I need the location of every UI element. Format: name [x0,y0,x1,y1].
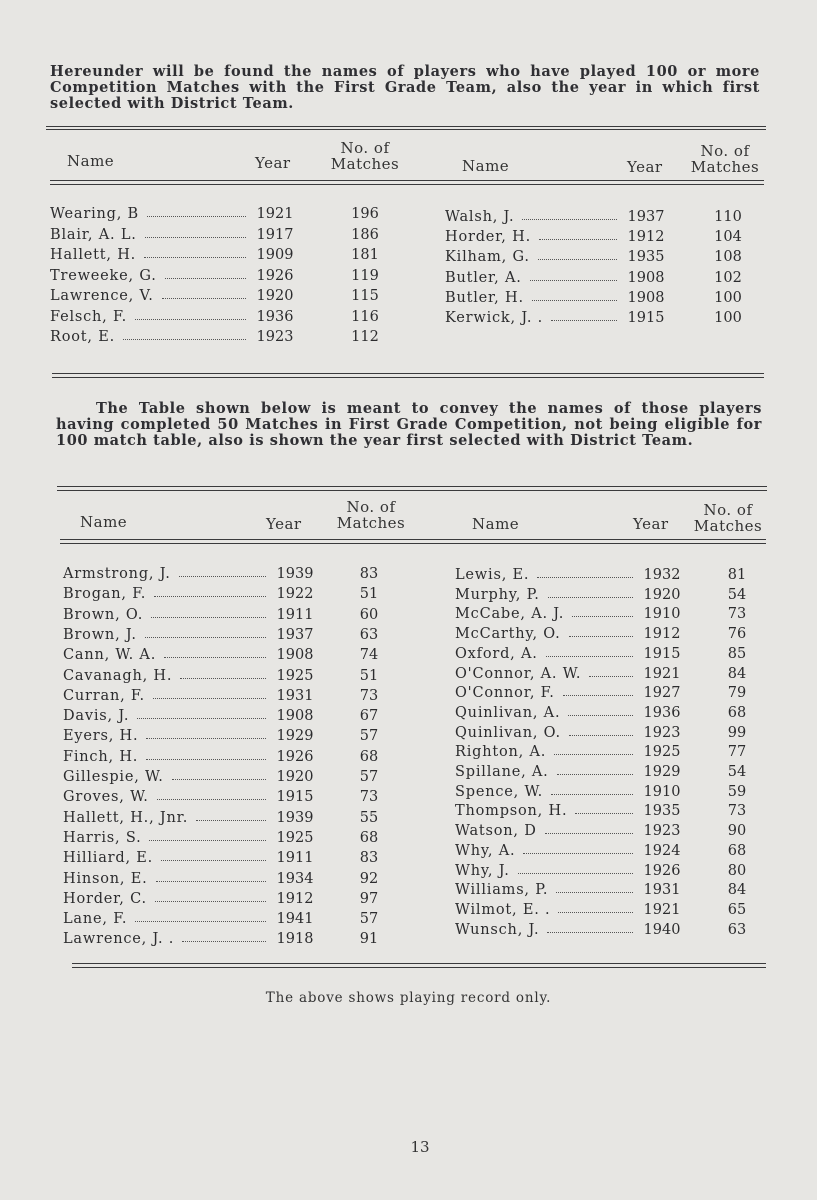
table-row [455,900,765,920]
table2-header-matches-right-2: Matches [693,517,763,535]
table-row [63,706,398,726]
match-count: 65 [727,901,747,918]
table2-header-name-right: Name [472,515,520,533]
table-row [445,247,765,267]
match-count: 116 [351,308,379,325]
player-name: Harris, S. [63,829,142,846]
table-row [50,266,390,286]
table-row [50,225,390,245]
table1-top-rule-2 [46,129,766,130]
leader-dots [569,735,633,736]
leader-dots [557,774,633,775]
year-first-selected: 1911 [276,606,314,623]
match-count: 84 [727,882,747,899]
player-name: Murphy, P. [455,586,540,603]
match-count: 90 [727,823,747,840]
year-first-selected: 1926 [256,267,294,284]
player-name: Curran, F. [63,687,145,704]
table2-top-rule [57,486,767,487]
table-row [455,703,765,723]
year-first-selected: 1923 [256,329,294,345]
leader-dots [523,853,633,854]
leader-dots [145,637,266,638]
match-count: 186 [351,226,379,243]
year-first-selected: 1931 [643,882,681,899]
match-count: 73 [727,606,747,623]
player-name: Lawrence, J. . [63,931,175,948]
table-row [63,869,398,889]
leader-dots [146,738,266,739]
year-first-selected: 1911 [276,850,314,867]
player-name: O'Connor, A. W. [455,665,582,682]
year-first-selected: 1925 [643,744,681,761]
leader-dots [518,873,633,874]
table1-header-year-right: Year [627,158,663,176]
year-first-selected: 1910 [643,783,681,800]
table-row [455,644,765,664]
leader-dots [135,319,246,320]
player-name: Brown, J. [63,626,137,643]
player-name: Butler, H. [445,289,524,306]
match-count: 85 [727,645,747,662]
table1-header-name-right: Name [462,157,510,175]
table1-header-matches-right-2: Matches [690,158,760,176]
year-first-selected: 1939 [276,566,314,582]
year-first-selected: 1923 [643,724,681,741]
table-row [50,286,390,306]
leader-dots [551,794,633,795]
leader-dots [589,676,633,677]
match-count: 92 [359,870,379,887]
year-first-selected: 1937 [627,209,665,225]
match-count: 63 [359,626,379,643]
intro-paragraph-2: The Table shown below is meant to convey the names of those players having completed 50 Matches in First Grade Competition, not being eligible for 100 match table, also is shown the year first selected with District Team. [56,400,762,449]
year-first-selected: 1935 [643,803,681,820]
table-row [63,686,398,706]
leader-dots [547,932,633,933]
table-row [63,889,398,909]
match-count: 59 [727,783,747,800]
player-name: Davis, J. [63,708,130,725]
leader-dots [146,759,266,760]
player-name: Why, A. [455,842,516,859]
player-name: Root, E. [50,329,116,345]
table-row [455,821,765,841]
leader-dots [548,597,633,598]
year-first-selected: 1915 [276,789,314,806]
table2-header-matches-right-1: No. of [703,501,753,519]
match-count: 181 [351,247,379,263]
leader-dots [532,300,617,301]
match-count: 68 [359,829,379,846]
table-row [63,787,398,807]
player-name: Hallett, H., Jnr. [63,809,189,826]
match-count: 79 [727,685,747,702]
intro-paragraph-1: Hereunder will be found the names of players who have played 100 or more Competition Matches with the First Grade Team, also the year in which first selected with District Team. [50,63,760,112]
year-first-selected: 1908 [627,289,665,306]
player-name: Spillane, A. [455,764,549,780]
table1-top-rule [46,126,766,127]
leader-dots [172,779,266,780]
table-row [63,645,398,665]
year-first-selected: 1940 [643,921,681,938]
table-row [63,767,398,787]
year-first-selected: 1912 [643,626,681,643]
year-first-selected: 1939 [276,809,314,826]
match-count: 83 [359,566,379,582]
match-count: 108 [714,249,742,266]
match-count: 119 [351,267,379,284]
table1-header-matches-left-2: Matches [330,155,400,173]
player-name: Cavanagh, H. [63,667,173,684]
leader-dots [537,577,633,578]
year-first-selected: 1926 [643,862,681,879]
leader-dots [164,657,266,658]
player-name: O'Connor, F. [455,685,555,702]
table-row [50,204,390,224]
leader-dots [530,280,617,281]
leader-dots [575,813,633,814]
year-first-selected: 1908 [276,647,314,664]
table2-bottom-rule [72,963,766,964]
match-count: 73 [359,687,379,704]
table-row [455,920,765,940]
table-row [455,841,765,861]
match-count: 97 [359,890,379,907]
leader-dots [539,239,617,240]
year-first-selected: 1921 [256,206,294,222]
table2-header-year-left: Year [266,515,302,533]
player-name: Armstrong, J. [63,566,171,582]
match-count: 74 [359,647,379,664]
match-count: 99 [727,724,747,741]
match-count: 55 [359,809,379,826]
year-first-selected: 1936 [256,308,294,325]
player-name: Wilmot, E. . [455,901,551,918]
page-number: 13 [410,1138,430,1156]
table-row [50,307,390,327]
match-count: 68 [727,704,747,721]
match-count: 110 [714,209,742,225]
leader-dots [147,216,246,217]
table-row [445,227,765,247]
table-row [445,288,765,308]
player-name: Wearing, B [50,206,140,222]
match-count: 77 [727,744,747,761]
year-first-selected: 1917 [256,226,294,243]
match-count: 196 [351,206,379,222]
player-name: McCarthy, O. [455,626,561,643]
table-row [445,268,765,288]
year-first-selected: 1921 [643,901,681,918]
player-name: Felsch, F. [50,308,128,325]
table-row [455,742,765,762]
leader-dots [161,860,266,861]
match-count: 67 [359,708,379,725]
table2-header-name-left: Name [80,513,128,531]
table-row [455,723,765,743]
footer-note: The above shows playing record only. [265,990,552,1006]
year-first-selected: 1908 [627,269,665,286]
leader-dots [522,219,617,220]
year-first-selected: 1908 [276,708,314,725]
player-name: Horder, H. [445,229,531,246]
leader-dots [145,237,246,238]
table1-header-rule-2 [50,184,764,185]
match-count: 102 [714,269,742,286]
year-first-selected: 1915 [627,310,665,326]
player-name: Lewis, E. [455,567,530,583]
match-count: 57 [359,911,379,928]
year-first-selected: 1935 [627,249,665,266]
match-count: 57 [359,728,379,745]
leader-dots [180,678,266,679]
table2-header-matches-left-2: Matches [336,514,406,532]
leader-dots [554,754,633,755]
match-count: 104 [714,229,742,246]
match-count: 80 [727,862,747,879]
leader-dots [546,656,633,657]
player-name: Brown, O. [63,606,144,623]
leader-dots [144,257,246,258]
table1-header-matches-right-1: No. of [700,142,750,160]
player-name: Walsh, J. [445,209,515,225]
match-count: 51 [359,667,379,684]
player-name: Kerwick, J. . [445,310,544,326]
leader-dots [123,339,246,340]
table2-top-rule-2 [57,490,767,491]
table1-header-matches-left-1: No. of [340,139,390,157]
player-name: Hilliard, E. [63,850,154,867]
table-row [63,747,398,767]
table-row [455,683,765,703]
table-row [455,624,765,644]
player-name: Lawrence, V. [50,288,154,304]
table2-header-year-right: Year [633,515,669,533]
table-row [455,565,765,585]
player-name: Butler, A. [445,269,522,286]
match-count: 100 [714,310,742,326]
leader-dots [149,840,266,841]
match-count: 100 [714,289,742,306]
match-count: 112 [351,329,379,345]
player-name: Quinlivan, O. [455,724,561,741]
year-first-selected: 1941 [276,911,314,928]
match-count: 115 [351,288,379,304]
year-first-selected: 1921 [643,665,681,682]
leader-dots [151,617,266,618]
year-first-selected: 1922 [276,586,314,603]
table2-header-matches-left-1: No. of [346,498,396,516]
player-name: Spence, W. [455,783,544,800]
player-name: Treweeke, G. [50,267,157,284]
leader-dots [154,596,266,597]
player-name: Blair, A. L. [50,226,137,243]
player-name: Hinson, E. [63,870,148,887]
leader-dots [165,278,246,279]
year-first-selected: 1929 [643,764,681,780]
leader-dots [558,912,633,913]
year-first-selected: 1934 [276,870,314,887]
table-row [50,245,390,265]
leader-dots [179,576,266,577]
table-row [455,880,765,900]
match-count: 63 [727,921,747,938]
table1-bottom-rule-2 [52,377,764,378]
year-first-selected: 1927 [643,685,681,702]
year-first-selected: 1909 [256,247,294,263]
player-name: Lane, F. [63,911,128,928]
leader-dots [135,921,266,922]
player-name: Brogan, F. [63,586,147,603]
leader-dots [157,799,266,800]
leader-dots [155,901,266,902]
table-row [63,828,398,848]
leader-dots [556,892,633,893]
table-row [63,909,398,929]
match-count: 68 [727,842,747,859]
table-row [445,207,765,227]
table-row [455,801,765,821]
leader-dots [196,820,266,821]
leader-dots [162,298,246,299]
year-first-selected: 1936 [643,704,681,721]
table-row [455,782,765,802]
leader-dots [551,320,617,321]
year-first-selected: 1920 [256,288,294,304]
table-row [455,762,765,782]
table1-bottom-rule [52,373,764,374]
player-name: Righton, A. [455,744,547,761]
player-name: Eyers, H. [63,728,139,745]
player-name: Gillespie, W. [63,769,164,785]
table-row [445,308,765,328]
match-count: 73 [727,803,747,820]
year-first-selected: 1932 [643,567,681,583]
match-count: 68 [359,748,379,765]
player-name: Hallett, H. [50,247,137,263]
table1-header-name-left: Name [67,152,115,170]
table1-header-year-left: Year [255,154,291,172]
year-first-selected: 1920 [276,769,314,785]
leader-dots [569,636,633,637]
table-row [63,666,398,686]
match-count: 73 [359,789,379,806]
player-name: Groves, W. [63,789,149,806]
player-name: Why, J. [455,862,510,879]
match-count: 91 [359,931,379,948]
year-first-selected: 1920 [643,586,681,603]
table-row [63,584,398,604]
table-row [50,327,390,347]
year-first-selected: 1910 [643,606,681,623]
leader-dots [153,698,266,699]
table-row [455,604,765,624]
year-first-selected: 1929 [276,728,314,745]
year-first-selected: 1924 [643,842,681,859]
player-name: Wunsch, J. [455,921,540,938]
table2-bottom-rule-2 [72,967,766,968]
table-row [63,605,398,625]
table-row [455,664,765,684]
table2-header-rule [60,539,766,540]
leader-dots [572,616,633,617]
player-name: Watson, D [455,823,537,840]
match-count: 54 [727,764,747,780]
table-row [63,625,398,645]
player-name: Horder, C. [63,890,147,907]
year-first-selected: 1926 [276,748,314,765]
player-name: Cann, W. A. [63,647,157,664]
table-row [455,861,765,881]
player-name: Kilham, G. [445,249,530,266]
table1-header-rule [50,180,764,181]
match-count: 54 [727,586,747,603]
table-row [63,929,398,949]
player-name: Williams, P. [455,882,549,899]
match-count: 57 [359,769,379,785]
match-count: 60 [359,606,379,623]
match-count: 83 [359,850,379,867]
table2-header-rule-2 [60,543,766,544]
year-first-selected: 1925 [276,667,314,684]
leader-dots [156,881,266,882]
year-first-selected: 1925 [276,829,314,846]
table-row [455,585,765,605]
year-first-selected: 1923 [643,823,681,840]
match-count: 81 [727,567,747,583]
table-row [63,564,398,584]
leader-dots [182,941,266,942]
player-name: Oxford, A. [455,645,538,662]
table-row [63,808,398,828]
year-first-selected: 1912 [627,229,665,246]
leader-dots [568,715,633,716]
leader-dots [137,718,266,719]
match-count: 51 [359,586,379,603]
year-first-selected: 1912 [276,890,314,907]
table-row [63,848,398,868]
year-first-selected: 1937 [276,626,314,643]
player-name: McCabe, A. J. [455,606,565,623]
leader-dots [563,695,633,696]
year-first-selected: 1915 [643,645,681,662]
player-name: Quinlivan, A. [455,704,561,721]
player-name: Thompson, H. [455,803,568,820]
table-row [63,726,398,746]
year-first-selected: 1931 [276,687,314,704]
year-first-selected: 1918 [276,931,314,948]
leader-dots [545,833,633,834]
match-count: 84 [727,665,747,682]
match-count: 76 [727,626,747,643]
leader-dots [538,259,617,260]
player-name: Finch, H. [63,748,139,765]
